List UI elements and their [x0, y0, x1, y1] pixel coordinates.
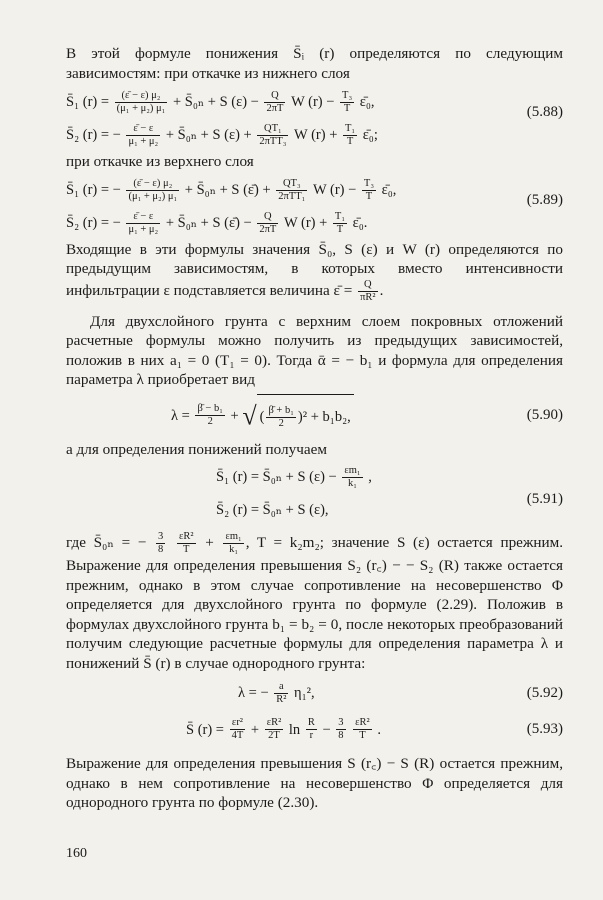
denominator: k₁ [348, 478, 357, 490]
eq-lhs: S̄₂ (r) = − [66, 127, 121, 144]
numerator: εm₁ [344, 465, 361, 477]
denominator: 2T [268, 730, 280, 742]
equation-number: (5.93) [526, 721, 563, 737]
equation-5-89-line-2 [66, 207, 563, 240]
equation-5-90 [66, 394, 563, 436]
eq-term: )² + b₁b₂, [297, 409, 351, 426]
fraction [195, 403, 224, 428]
page-number: 160 [66, 846, 87, 861]
eq-term: ε̄₀; [362, 127, 378, 144]
equation-5-89 [66, 174, 563, 240]
fraction [342, 465, 362, 490]
fraction [126, 178, 179, 203]
denominator: πR² [360, 291, 376, 303]
eq-term: + [230, 407, 239, 424]
denominator: R² [276, 694, 287, 706]
denominator: 8 [338, 730, 344, 742]
denominator: T [359, 730, 366, 742]
equation-number: (5.92) [526, 685, 563, 701]
denominator: T [183, 544, 190, 555]
numerator: Q [257, 211, 278, 224]
paragraph-intro: В этой формуле понижения S̄ᵢ (r) определяются по следующим зависимостям: при откачке из нижнего слоя [66, 45, 563, 82]
paragraph-text: где S̄₀ₙ = − [66, 533, 147, 551]
fraction [306, 717, 317, 742]
denominator: 2πT [266, 103, 284, 115]
denominator: 2 [278, 417, 284, 429]
eq-term: ε̄₀, [381, 181, 397, 198]
denominator: μ₁ + μ₂ [128, 136, 159, 148]
numerator: 3 [158, 531, 164, 542]
eq-lhs: λ = − [238, 685, 269, 702]
numerator: a [274, 681, 288, 694]
numerator: εR² [178, 531, 194, 542]
eq-term: W (r) − [312, 181, 357, 198]
denominator: T [365, 190, 373, 202]
paragraph-text: прежним. Выражение для определения превышения S₂ (r꜀) − − S₂ (R) также остается прежним, однако в этом случае сопротивление на несовершенство Φ определяется для двухслойного грунта по формуле (2.29). Положив в формулах двухслойного грунта b₁ = b₂ = 0, после некоторых преобразований получим следующие расчетные формулы для определения параметра λ и понижений S̄ (r) в случае однородного грунта: [66, 533, 564, 672]
paragraph-upper-layer: при откачке из верхнего слоя [66, 153, 254, 170]
paragraph-where [66, 531, 563, 673]
denominator: 2 [207, 416, 213, 428]
equation-5-88-line-2 [66, 119, 563, 152]
fraction [115, 90, 168, 115]
fraction [353, 717, 372, 742]
sqrt-sign: √ [242, 400, 257, 430]
numerator: ε̄ − ε [126, 211, 160, 224]
equation-5-91-line-2 [216, 494, 563, 527]
eq-term: + S̄₀ₙ + S (ε̄) + [184, 181, 271, 198]
equation-number: (5.89) [526, 191, 563, 208]
denominator: 8 [158, 544, 164, 555]
numerator: T₁ [334, 210, 345, 222]
numerator: T₁ [345, 123, 356, 135]
fraction [336, 717, 345, 742]
numerator: QT₃ [276, 178, 307, 191]
fraction [274, 681, 288, 706]
denominator: μ₁ + μ₂ [128, 223, 159, 235]
denominator: k₁ [229, 544, 239, 555]
fraction [266, 405, 295, 430]
eq-term: . [377, 721, 381, 738]
equation-5-92 [66, 677, 563, 710]
equation-5-88-line-1 [66, 86, 563, 119]
fraction [276, 178, 307, 203]
eq-lhs: S̄₁ (r) = − [66, 181, 121, 198]
denominator: r [309, 730, 314, 742]
eq-lhs: S̄₁ (r) = [66, 94, 110, 111]
paragraph-text: Входящие в эти формулы значения S̄₀, S (ε) и W (r) определяются по предыдущим зависимостям, в которых вместо интенсивности инфильтрации ε подставляется величина ε̄ = [66, 240, 563, 299]
denominator: T [336, 223, 344, 235]
eq-lhs: S̄₂ (r) = S̄₀ₙ + S (ε), [216, 502, 329, 519]
denominator: (μ₁ + μ₂) μ₁ [128, 190, 178, 202]
eq-term: + S̄₀ₙ + S (ε̄) − [165, 214, 252, 231]
equation-5-88 [66, 86, 563, 152]
eq-term: , [368, 469, 372, 486]
eq-term: ε̄₀. [352, 214, 368, 231]
eq-lhs: λ = [171, 407, 190, 424]
equation-5-92-line [66, 677, 563, 710]
eq-term: ε̄₀, [359, 94, 375, 111]
denominator: T [346, 136, 354, 148]
equation-5-90-line [66, 394, 563, 436]
numerator: Q [264, 90, 285, 103]
equation-5-93-line [66, 710, 563, 748]
eq-term: + S̄₀ₙ + S (ε) − [172, 94, 259, 111]
eq-term: W (r) − [291, 94, 335, 111]
denominator: 2πT [259, 223, 277, 235]
paragraph-text: , T = k₂m₂; значение S (ε) остается [245, 533, 493, 551]
eq-lhs: S̄ (r) = [186, 721, 224, 738]
paragraph-drawdowns: а для определения понижений получаем [66, 440, 327, 458]
equation-number: (5.91) [526, 491, 563, 507]
numerator: R [307, 717, 315, 729]
fraction [362, 178, 376, 203]
fraction [257, 211, 278, 236]
eq-term: W (r) + [283, 214, 328, 231]
denominator: T [343, 103, 351, 115]
sqrt-radicand: ( $\frac{\text{β̄ + b₁}}{2}$ )² + b₁b₂, [257, 394, 354, 439]
fraction [126, 123, 160, 148]
paragraph-homogeneous: Выражение для определения превышения S (r꜀) − S (R) остается прежним, однако в нем сопротивление на несовершенство Φ определяется для однородного грунта по формуле (2.30). [66, 755, 563, 811]
equation-5-91 [66, 461, 563, 527]
numerator: εR² [266, 717, 282, 729]
numerator: εr² [230, 717, 246, 730]
equation-5-93 [66, 710, 563, 748]
numerator: 3 [338, 717, 344, 729]
numerator: εm₁ [225, 531, 242, 542]
numerator: β̄ + b₁ [268, 404, 294, 416]
denominator: 2πTT₁ [278, 190, 306, 202]
eq-term: − [322, 721, 331, 738]
fraction [265, 717, 284, 742]
numerator: (ε̄ − ε) μ₂ [126, 178, 179, 191]
fraction [264, 90, 285, 115]
numerator: εR² [355, 717, 370, 729]
numerator: β̄ − b₁ [197, 403, 223, 415]
fraction [358, 279, 377, 304]
fraction [257, 123, 288, 148]
eq-term: + [250, 721, 260, 738]
paragraph-two-layer: Для двухслойного грунта с верхним слоем покровных отложений расчетные формулы можно получить из предыдущих зависимостей, положив в них a₁ = 0 (T₁ = 0). Тогда ᾱ = − b₁ и формула для определения параметра λ приобретает вид [66, 312, 563, 388]
fraction [126, 211, 160, 236]
eq-term: W (r) + [294, 127, 338, 144]
numerator: ε̄ − ε [126, 123, 160, 136]
paragraph-text: . [379, 281, 384, 299]
fraction [177, 531, 196, 556]
numerator: QT₁ [257, 123, 288, 136]
fraction [333, 211, 347, 236]
denominator: (μ₁ + μ₂) μ₁ [116, 103, 166, 115]
numerator: Q [358, 279, 377, 292]
eq-term: + S̄₀ₙ + S (ε) + [165, 127, 252, 144]
numerator: T₃ [342, 90, 353, 102]
equation-number: (5.88) [526, 104, 563, 120]
denominator: 4T [231, 730, 244, 742]
fraction [223, 531, 243, 556]
fraction [156, 531, 165, 556]
numerator: (ε̄ − ε) μ₂ [115, 90, 168, 103]
fraction [230, 717, 246, 742]
paragraph-text: + [205, 533, 214, 551]
denominator: 2πTT₃ [259, 136, 287, 148]
numerator: T₃ [363, 177, 374, 189]
eq-lhs: S̄₂ (r) = − [66, 214, 121, 231]
fraction [340, 90, 354, 115]
fraction [343, 123, 357, 148]
eq-term: η₁², [294, 685, 315, 702]
equation-5-91-line-1 [216, 461, 563, 494]
eq-term: ln [288, 721, 301, 738]
eq-lhs: S̄₁ (r) = S̄₀ₙ + S (ε) − [216, 469, 337, 486]
equation-5-89-line-1 [66, 174, 563, 207]
paragraph-values [66, 240, 563, 304]
equation-number: (5.90) [526, 406, 563, 423]
